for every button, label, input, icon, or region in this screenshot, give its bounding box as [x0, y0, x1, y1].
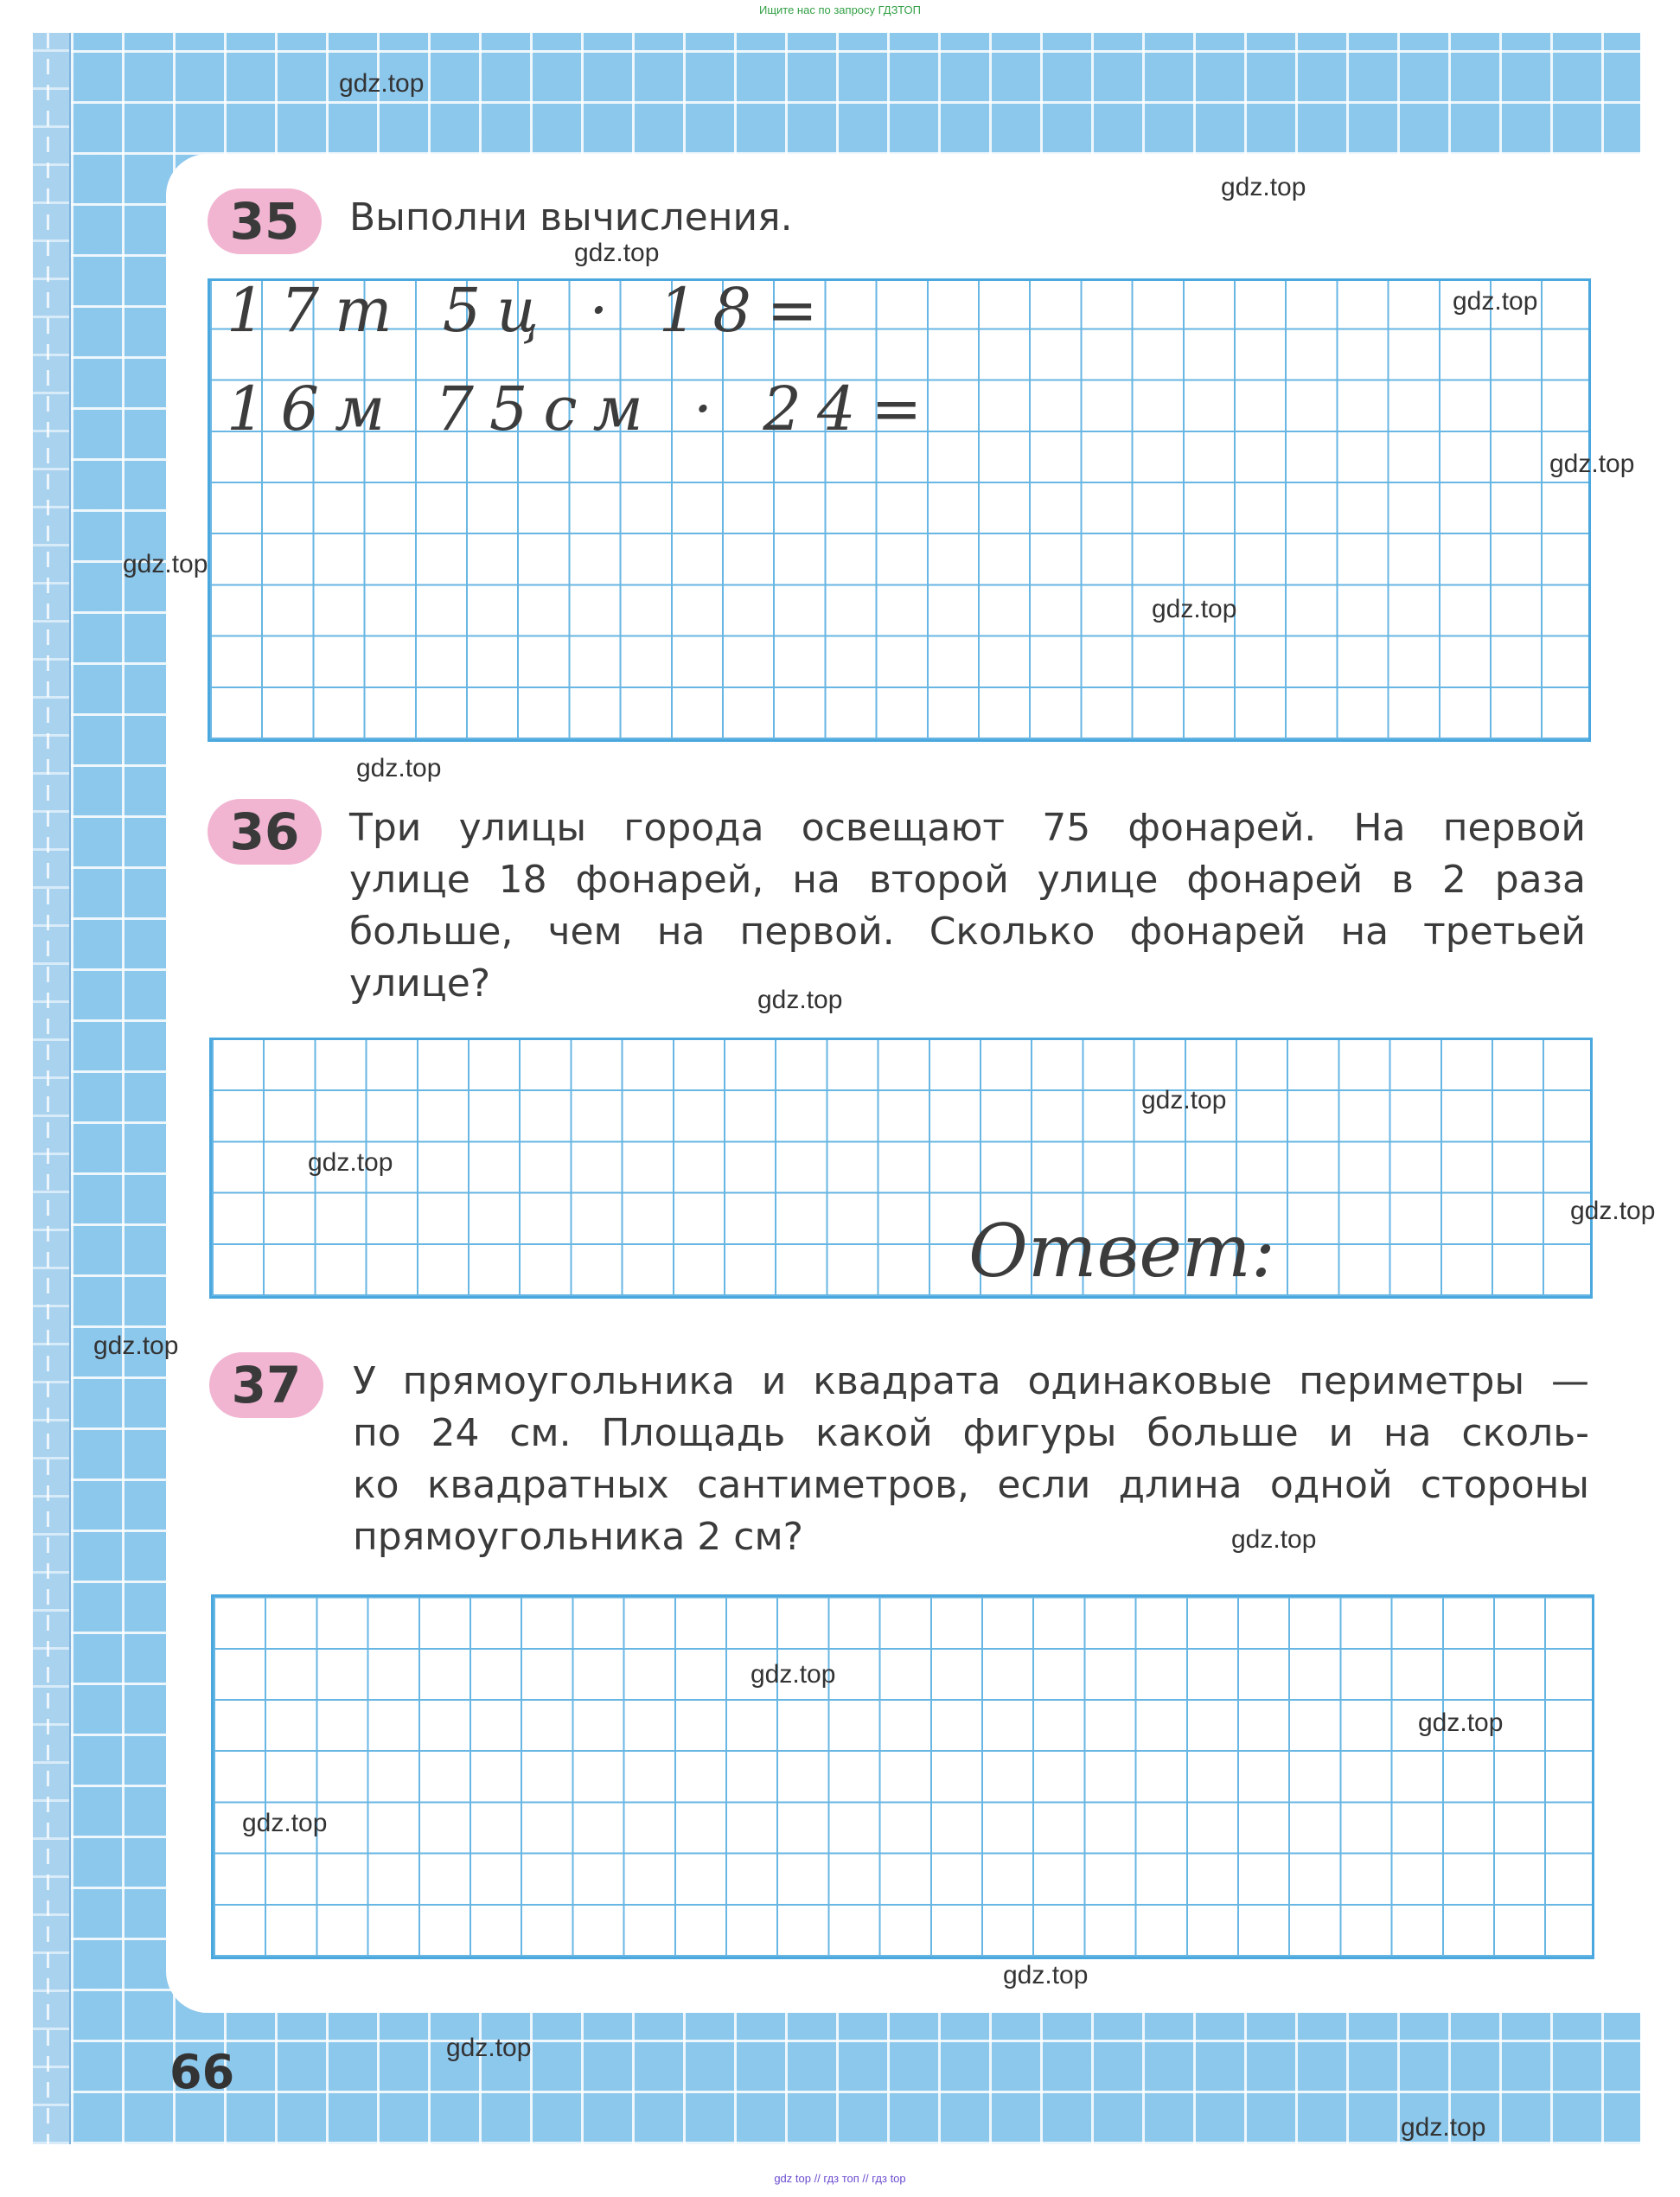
task-text-line: по 24 см. Площадь какой фигуры больше и на сколь-: [353, 1411, 1589, 1455]
watermark: gdz.top: [1003, 1961, 1089, 1989]
top-note: Ищите нас по запросу ГДЗТОП: [758, 3, 921, 16]
watermark: gdz.top: [574, 239, 660, 267]
handwritten-expression: 17т 5ц · 18=: [227, 275, 834, 346]
task-number-badge: 37: [209, 1352, 323, 1418]
task-text-line: улице 18 фонарей, на второй улице фонарей в 2 раза: [349, 858, 1586, 902]
watermark: gdz.top: [308, 1148, 393, 1177]
task-text-line: У прямоугольника и квадрата одинаковые периметры —: [353, 1359, 1589, 1403]
watermark: gdz.top: [1549, 450, 1635, 478]
watermark: gdz.top: [1401, 2113, 1486, 2142]
task-text-line: Выполни вычисления.: [349, 195, 793, 239]
task-text-line: улице?: [349, 961, 491, 1006]
answer-grid-35: [208, 278, 1591, 742]
task-number-badge: 35: [208, 188, 322, 254]
watermark: gdz.top: [1141, 1086, 1227, 1114]
task-text-line: прямоугольника 2 см?: [353, 1515, 804, 1559]
task-number-badge: 36: [208, 799, 322, 865]
watermark: gdz.top: [93, 1332, 179, 1360]
watermark: gdz.top: [1453, 287, 1538, 316]
watermark: gdz.top: [1152, 595, 1237, 623]
spine-dashes: [47, 33, 49, 2144]
watermark: gdz.top: [1418, 1708, 1504, 1737]
answer-grid-37: [211, 1594, 1594, 1959]
watermark: gdz.top: [757, 986, 843, 1014]
task-text-line: больше, чем на первой. Сколько фонарей на третьей: [349, 910, 1586, 954]
task-text-line: ко квадратных сантиметров, если длина одной стороны: [353, 1463, 1589, 1507]
watermark: gdz.top: [751, 1660, 836, 1689]
page-number: 66: [169, 2045, 235, 2099]
notebook-spine: [33, 33, 71, 2144]
watermark: gdz.top: [1570, 1197, 1656, 1225]
task-text-line: Три улицы города освещают 75 фонарей. На первой: [349, 806, 1586, 850]
watermark: gdz.top: [1221, 173, 1306, 201]
watermark: gdz.top: [1231, 1525, 1317, 1554]
answer-label: Ответ:: [968, 1209, 1276, 1293]
watermark: gdz.top: [123, 550, 208, 578]
watermark: gdz.top: [339, 69, 425, 98]
watermark: gdz.top: [446, 2034, 532, 2062]
handwritten-expression: 16м 75см · 24=: [227, 374, 938, 444]
bottom-note: gdz top // гдз топ // гдз top: [774, 2172, 906, 2185]
watermark: gdz.top: [242, 1809, 328, 1837]
answer-grid-36: [209, 1038, 1593, 1299]
watermark: gdz.top: [356, 754, 442, 782]
